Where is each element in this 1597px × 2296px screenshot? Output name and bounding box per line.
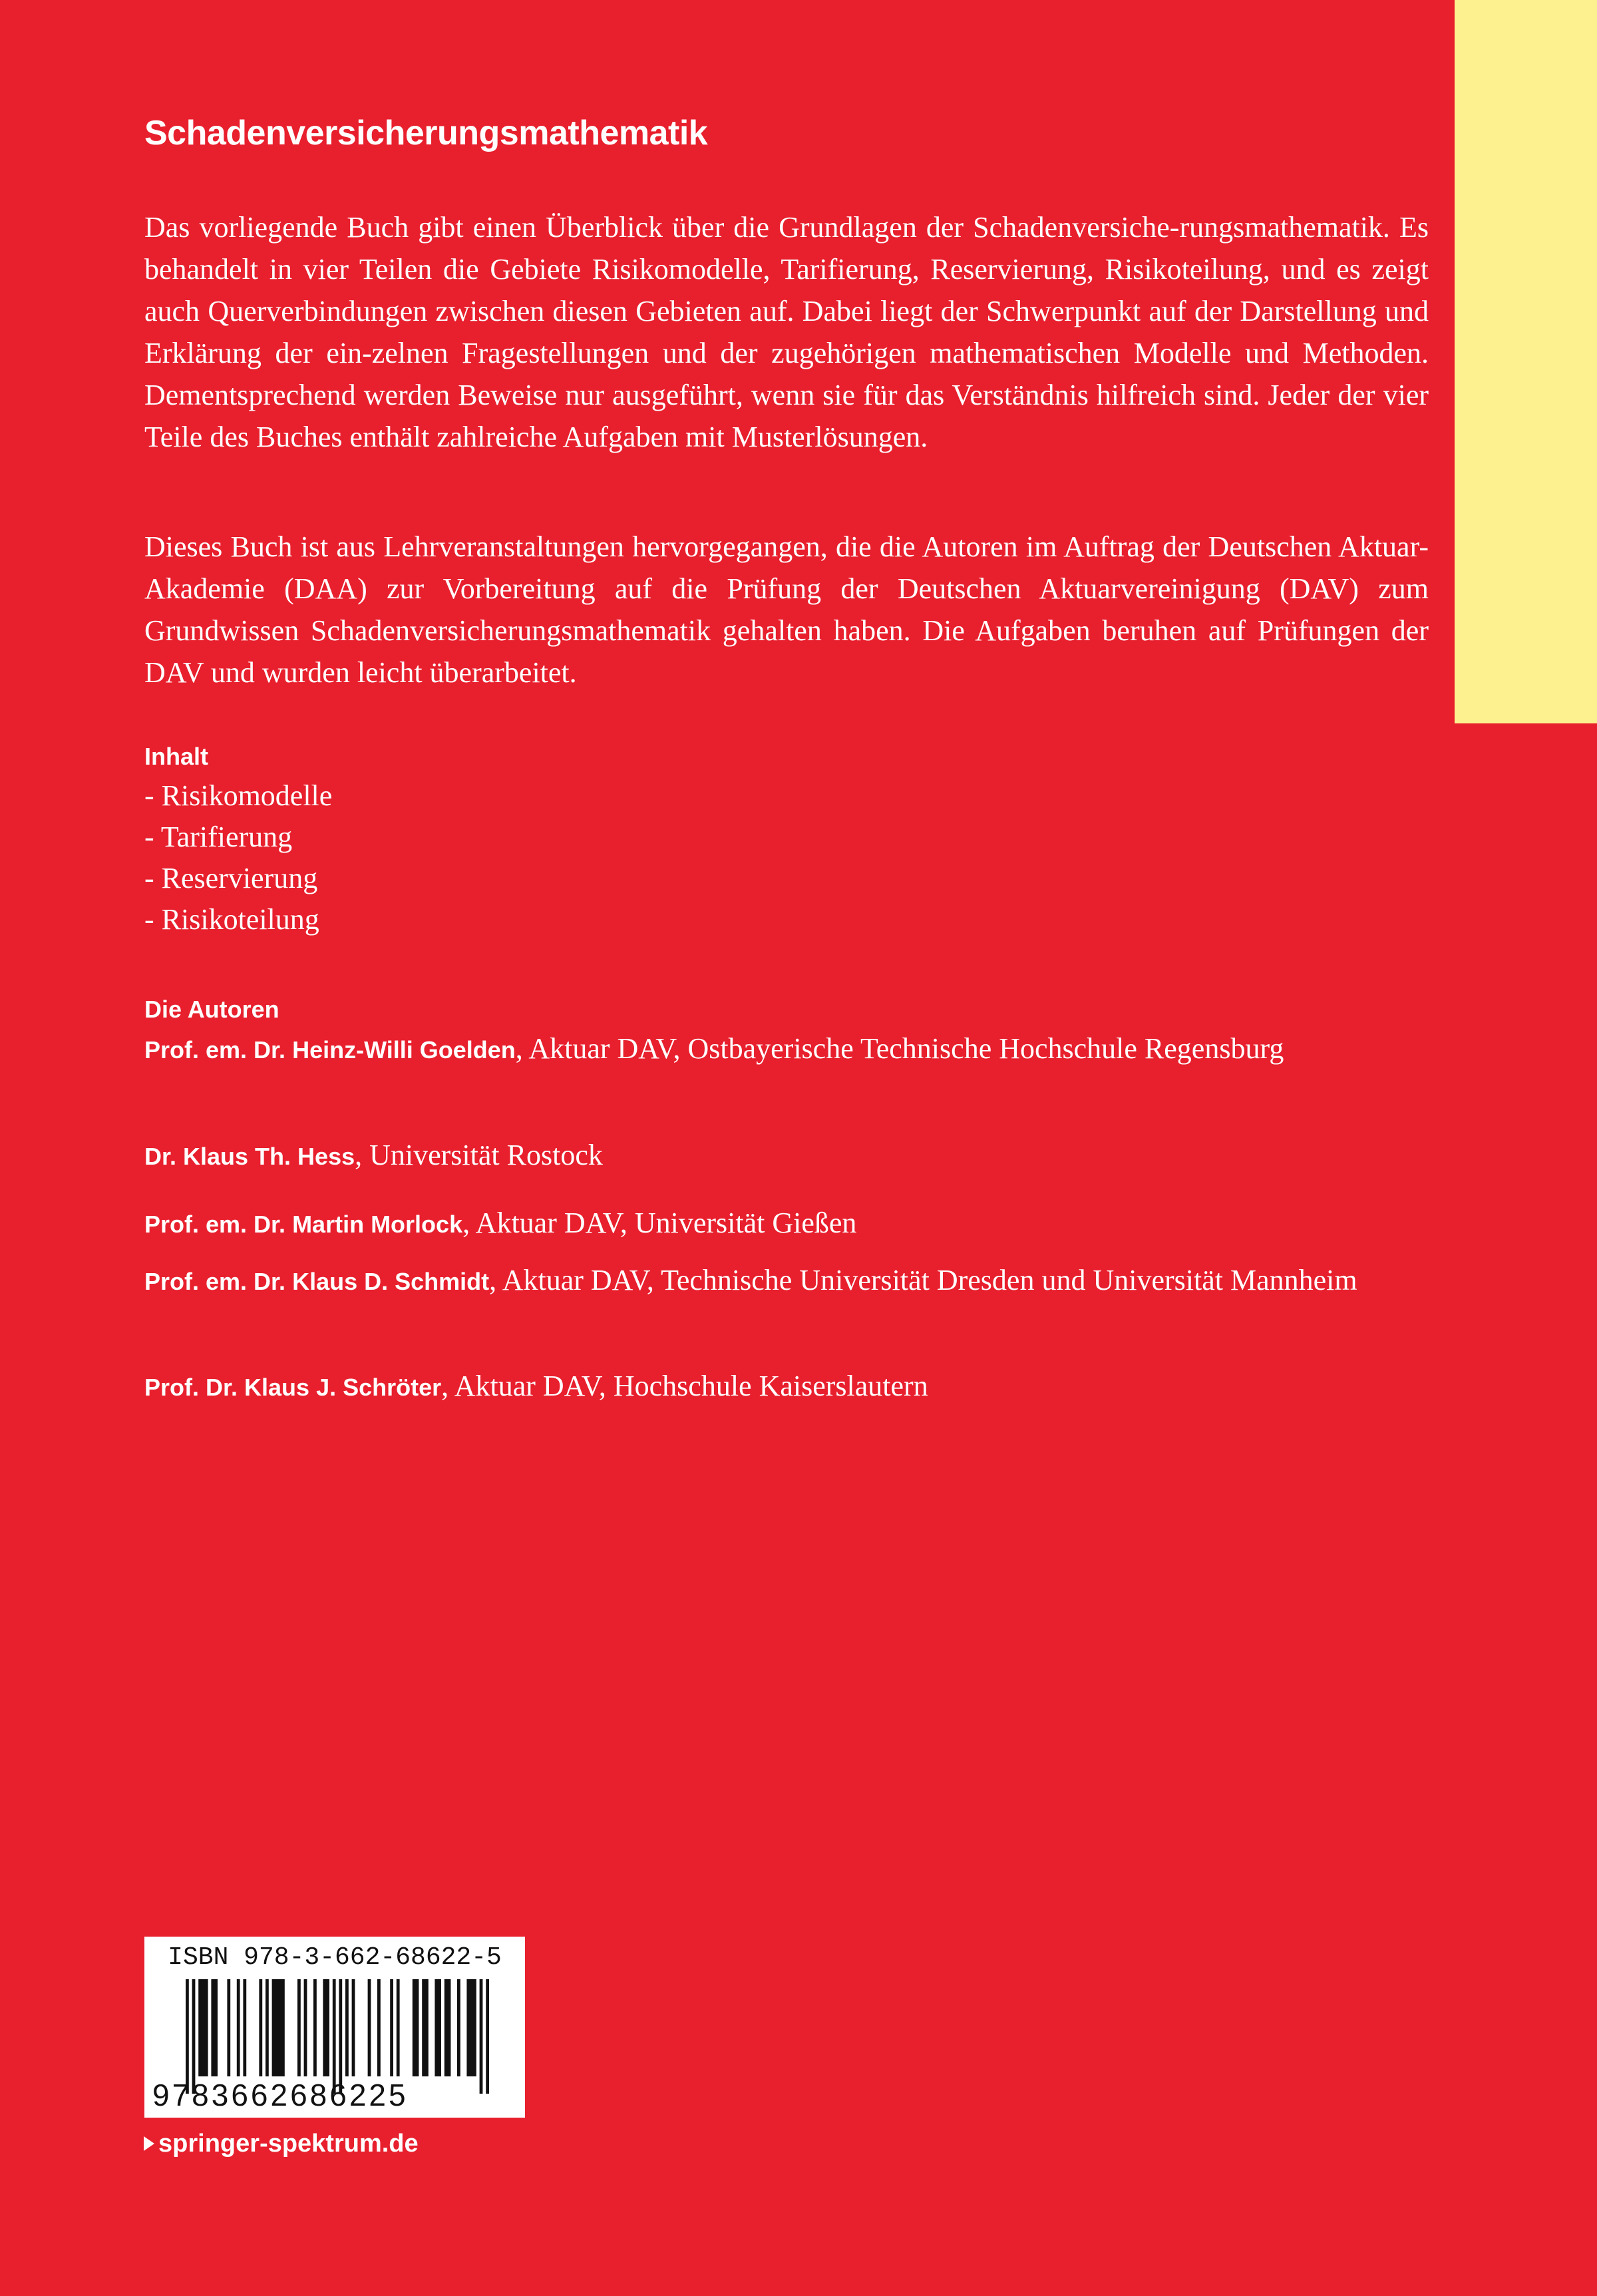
barcode-bar xyxy=(422,1979,429,2076)
barcode-bar xyxy=(243,1979,246,2076)
description-paragraph-2: Dieses Buch ist aus Lehrveranstaltungen hervorgegangen, die die Autoren im Auftrag der Deutschen Aktuar-Akademie (DAA) zur Vorbereitung auf die Prüfung der Deutschen Aktuarvereinigung (DAV) zum Grundwissen Schadenversicherungsmathematik gehalten haben. Die Aufgaben beruhen auf Prüfungen der DAV und wurden leicht überarbeitet. xyxy=(144,530,1429,689)
barcode-bar xyxy=(227,1979,230,2076)
barcode-bar xyxy=(259,1979,262,2076)
contents-list xyxy=(144,775,1429,940)
publisher-website-link[interactable] xyxy=(144,2127,419,2160)
author-name: Prof. em. Dr. Klaus D. Schmidt xyxy=(144,1268,490,1295)
barcode-bar xyxy=(390,1979,393,2076)
author-entry xyxy=(144,1028,1429,1070)
barcode-bar xyxy=(345,1979,349,2076)
author-affiliation: , Aktuar DAV, Ostbayerische Technische Hochschule Regensburg xyxy=(515,1032,1284,1065)
barcode-bar xyxy=(435,1979,441,2076)
author-entry xyxy=(144,1260,1429,1302)
author-name: Prof. em. Dr. Martin Morlock xyxy=(144,1211,463,1238)
barcode-bar xyxy=(444,1979,451,2076)
author-affiliation: , Aktuar DAV, Hochschule Kaiserslautern xyxy=(441,1370,928,1402)
barcode-bar xyxy=(237,1979,240,2076)
contents-item: - Reservierung xyxy=(144,862,318,894)
barcode-bar xyxy=(413,1979,419,2076)
barcode-bar xyxy=(466,1979,476,2076)
barcode-bar xyxy=(377,1979,381,2076)
description-paragraph-1: Das vorliegende Buch gibt einen Überblick über die Grundlagen der Schadenversiche-rungsmathematik. Es behandelt in vier Teilen die Gebiete Risikomodelle, Tarifierung, Reservierung, Risikoteilung, und es zeigt auch Querverbindungen zwischen diesen Gebieten auf. Dabei liegt der Schwerpunkt auf der Darstellung und Erklärung der ein-zelnen Fragestellungen und der zugehörigen mathematischen Modelle und Methoden. Dementsprechend werden Beweise nur ausgeführt, wenn sie für das Verständnis hilfreich sind. Jeder der vier Teile des Buches enthält zahlreiche Aufgaben mit Musterlösungen. xyxy=(144,211,1429,453)
contents-item: - Risikomodelle xyxy=(144,779,333,812)
authors-heading: Die Autoren xyxy=(144,996,279,1023)
author-entry xyxy=(144,1135,1429,1177)
barcode-bar xyxy=(198,1979,208,2076)
barcode-bar xyxy=(457,1979,460,2076)
isbn-label: ISBN 978-3-662-68622-5 xyxy=(168,1943,502,1972)
barcode-bar xyxy=(304,1979,307,2076)
yellow-color-strip xyxy=(1455,0,1597,723)
barcode-bar xyxy=(352,1979,355,2076)
author-affiliation: , Universität Rostock xyxy=(355,1139,603,1171)
barcode-bar xyxy=(368,1979,371,2076)
isbn-barcode-box xyxy=(144,1937,525,2118)
barcode-bar xyxy=(211,1979,218,2076)
barcode-bar xyxy=(272,1979,285,2076)
contents-item: - Tarifierung xyxy=(144,821,293,853)
book-title: Schadenversicherungsmathematik xyxy=(144,114,708,152)
author-entry xyxy=(144,1366,1429,1408)
author-affiliation: , Aktuar DAV, Universität Gießen xyxy=(462,1207,857,1239)
author-entry xyxy=(144,1203,1429,1244)
arrow-right-icon xyxy=(144,2136,154,2151)
barcode-bar xyxy=(297,1979,301,2076)
author-affiliation: , Aktuar DAV, Technische Universität Dresden und Universität Mannheim xyxy=(489,1264,1357,1296)
author-name: Dr. Klaus Th. Hess xyxy=(144,1143,355,1170)
barcode-bar xyxy=(313,1979,317,2076)
barcode-digits: 9783662686225 xyxy=(152,2078,409,2112)
publisher-link-text: springer-spektrum.de xyxy=(158,2130,419,2158)
contents-heading: Inhalt xyxy=(144,743,208,770)
author-name: Prof. em. Dr. Heinz-Willi Goelden xyxy=(144,1036,516,1063)
author-name: Prof. Dr. Klaus J. Schröter xyxy=(144,1374,442,1401)
barcode-bar xyxy=(323,1979,329,2076)
barcode-bar xyxy=(397,1979,400,2076)
barcode-bar xyxy=(266,1979,269,2076)
contents-item: - Risikoteilung xyxy=(144,903,319,936)
